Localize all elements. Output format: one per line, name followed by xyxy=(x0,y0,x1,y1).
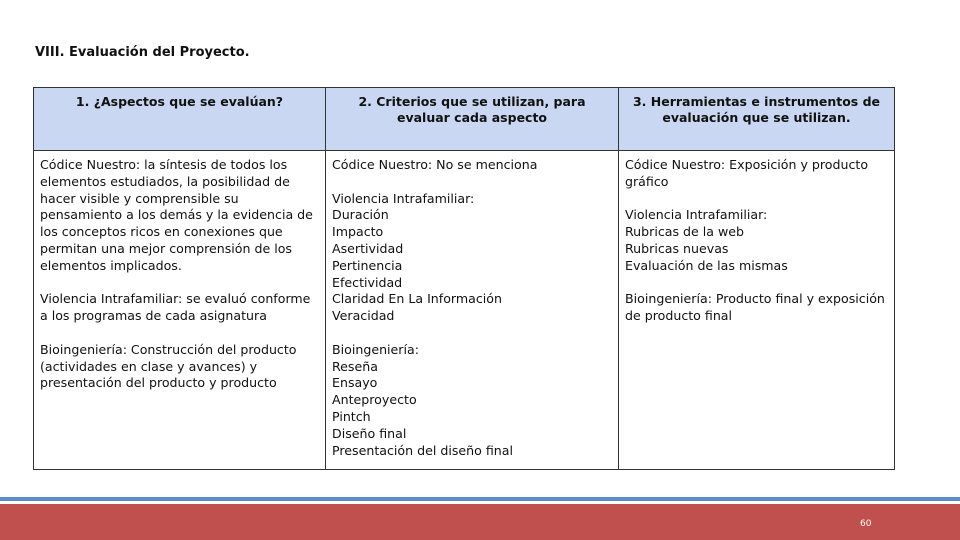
table-header-row xyxy=(34,88,895,151)
cell-criterios xyxy=(326,151,619,470)
list-item: Pintch xyxy=(332,408,371,424)
aspectos-codice: Códice Nuestro: la síntesis de todos los elementos estudiados, la posibilidad de hacer visible y comprensible su pensamiento a los demás y la evidencia de los conceptos ricos en conexiones que permitan una mejor comprensión de los elementos implicados. xyxy=(40,157,313,273)
herramientas-violencia-title: Violencia Intrafamiliar: xyxy=(625,207,768,223)
list-item: Diseño final xyxy=(332,425,407,441)
list-item: Asertividad xyxy=(332,240,404,256)
divider-line xyxy=(0,497,960,501)
aspectos-violencia: Violencia Intrafamiliar: se evaluó conforme a los programas de cada asignatura xyxy=(40,291,311,324)
criterios-codice: Códice Nuestro: No se menciona xyxy=(332,157,538,172)
aspectos-bioingenieria: Bioingeniería: Construcción del producto (actividades en clase y avances) y presentación del producto y producto xyxy=(40,341,297,391)
criterios-violencia-title: Violencia Intrafamiliar: xyxy=(332,190,475,206)
list-item: Rubricas de la web xyxy=(625,224,745,240)
list-item: Claridad En La Información xyxy=(332,291,502,307)
list-item: Rubricas nuevas xyxy=(625,240,729,256)
header-aspectos: 1. ¿Aspectos que se evalúan? xyxy=(34,88,326,151)
list-item: Presentación del diseño final xyxy=(332,442,513,458)
list-item: Veracidad xyxy=(332,308,395,324)
page-number: 60 xyxy=(860,519,872,529)
list-item: Reseña xyxy=(332,358,378,374)
header-herramientas: 3. Herramientas e instrumentos de evaluación que se utilizan. xyxy=(619,88,895,151)
herramientas-bioingenieria: Bioingeniería: Producto final y exposición de producto final xyxy=(625,291,885,324)
table-body-row xyxy=(34,151,895,470)
criterios-bio-title: Bioingeniería: xyxy=(332,341,419,357)
list-item: Anteproyecto xyxy=(332,392,417,408)
list-item: Ensayo xyxy=(332,375,378,391)
cell-aspectos xyxy=(34,151,326,470)
cell-herramientas xyxy=(619,151,895,470)
list-item: Evaluación de las mismas xyxy=(625,257,788,273)
list-item: Impacto xyxy=(332,224,384,240)
herramientas-codice: Códice Nuestro: Exposición y producto gráfico xyxy=(625,157,869,189)
section-title: VIII. Evaluación del Proyecto. xyxy=(35,45,250,60)
list-item: Pertinencia xyxy=(332,257,403,273)
header-criterios: 2. Criterios que se utilizan, para evaluar cada aspecto xyxy=(326,88,619,151)
list-item: Efectividad xyxy=(332,274,403,290)
footer-bar xyxy=(0,504,960,540)
evaluation-table xyxy=(33,87,895,470)
list-item: Duración xyxy=(332,207,389,223)
